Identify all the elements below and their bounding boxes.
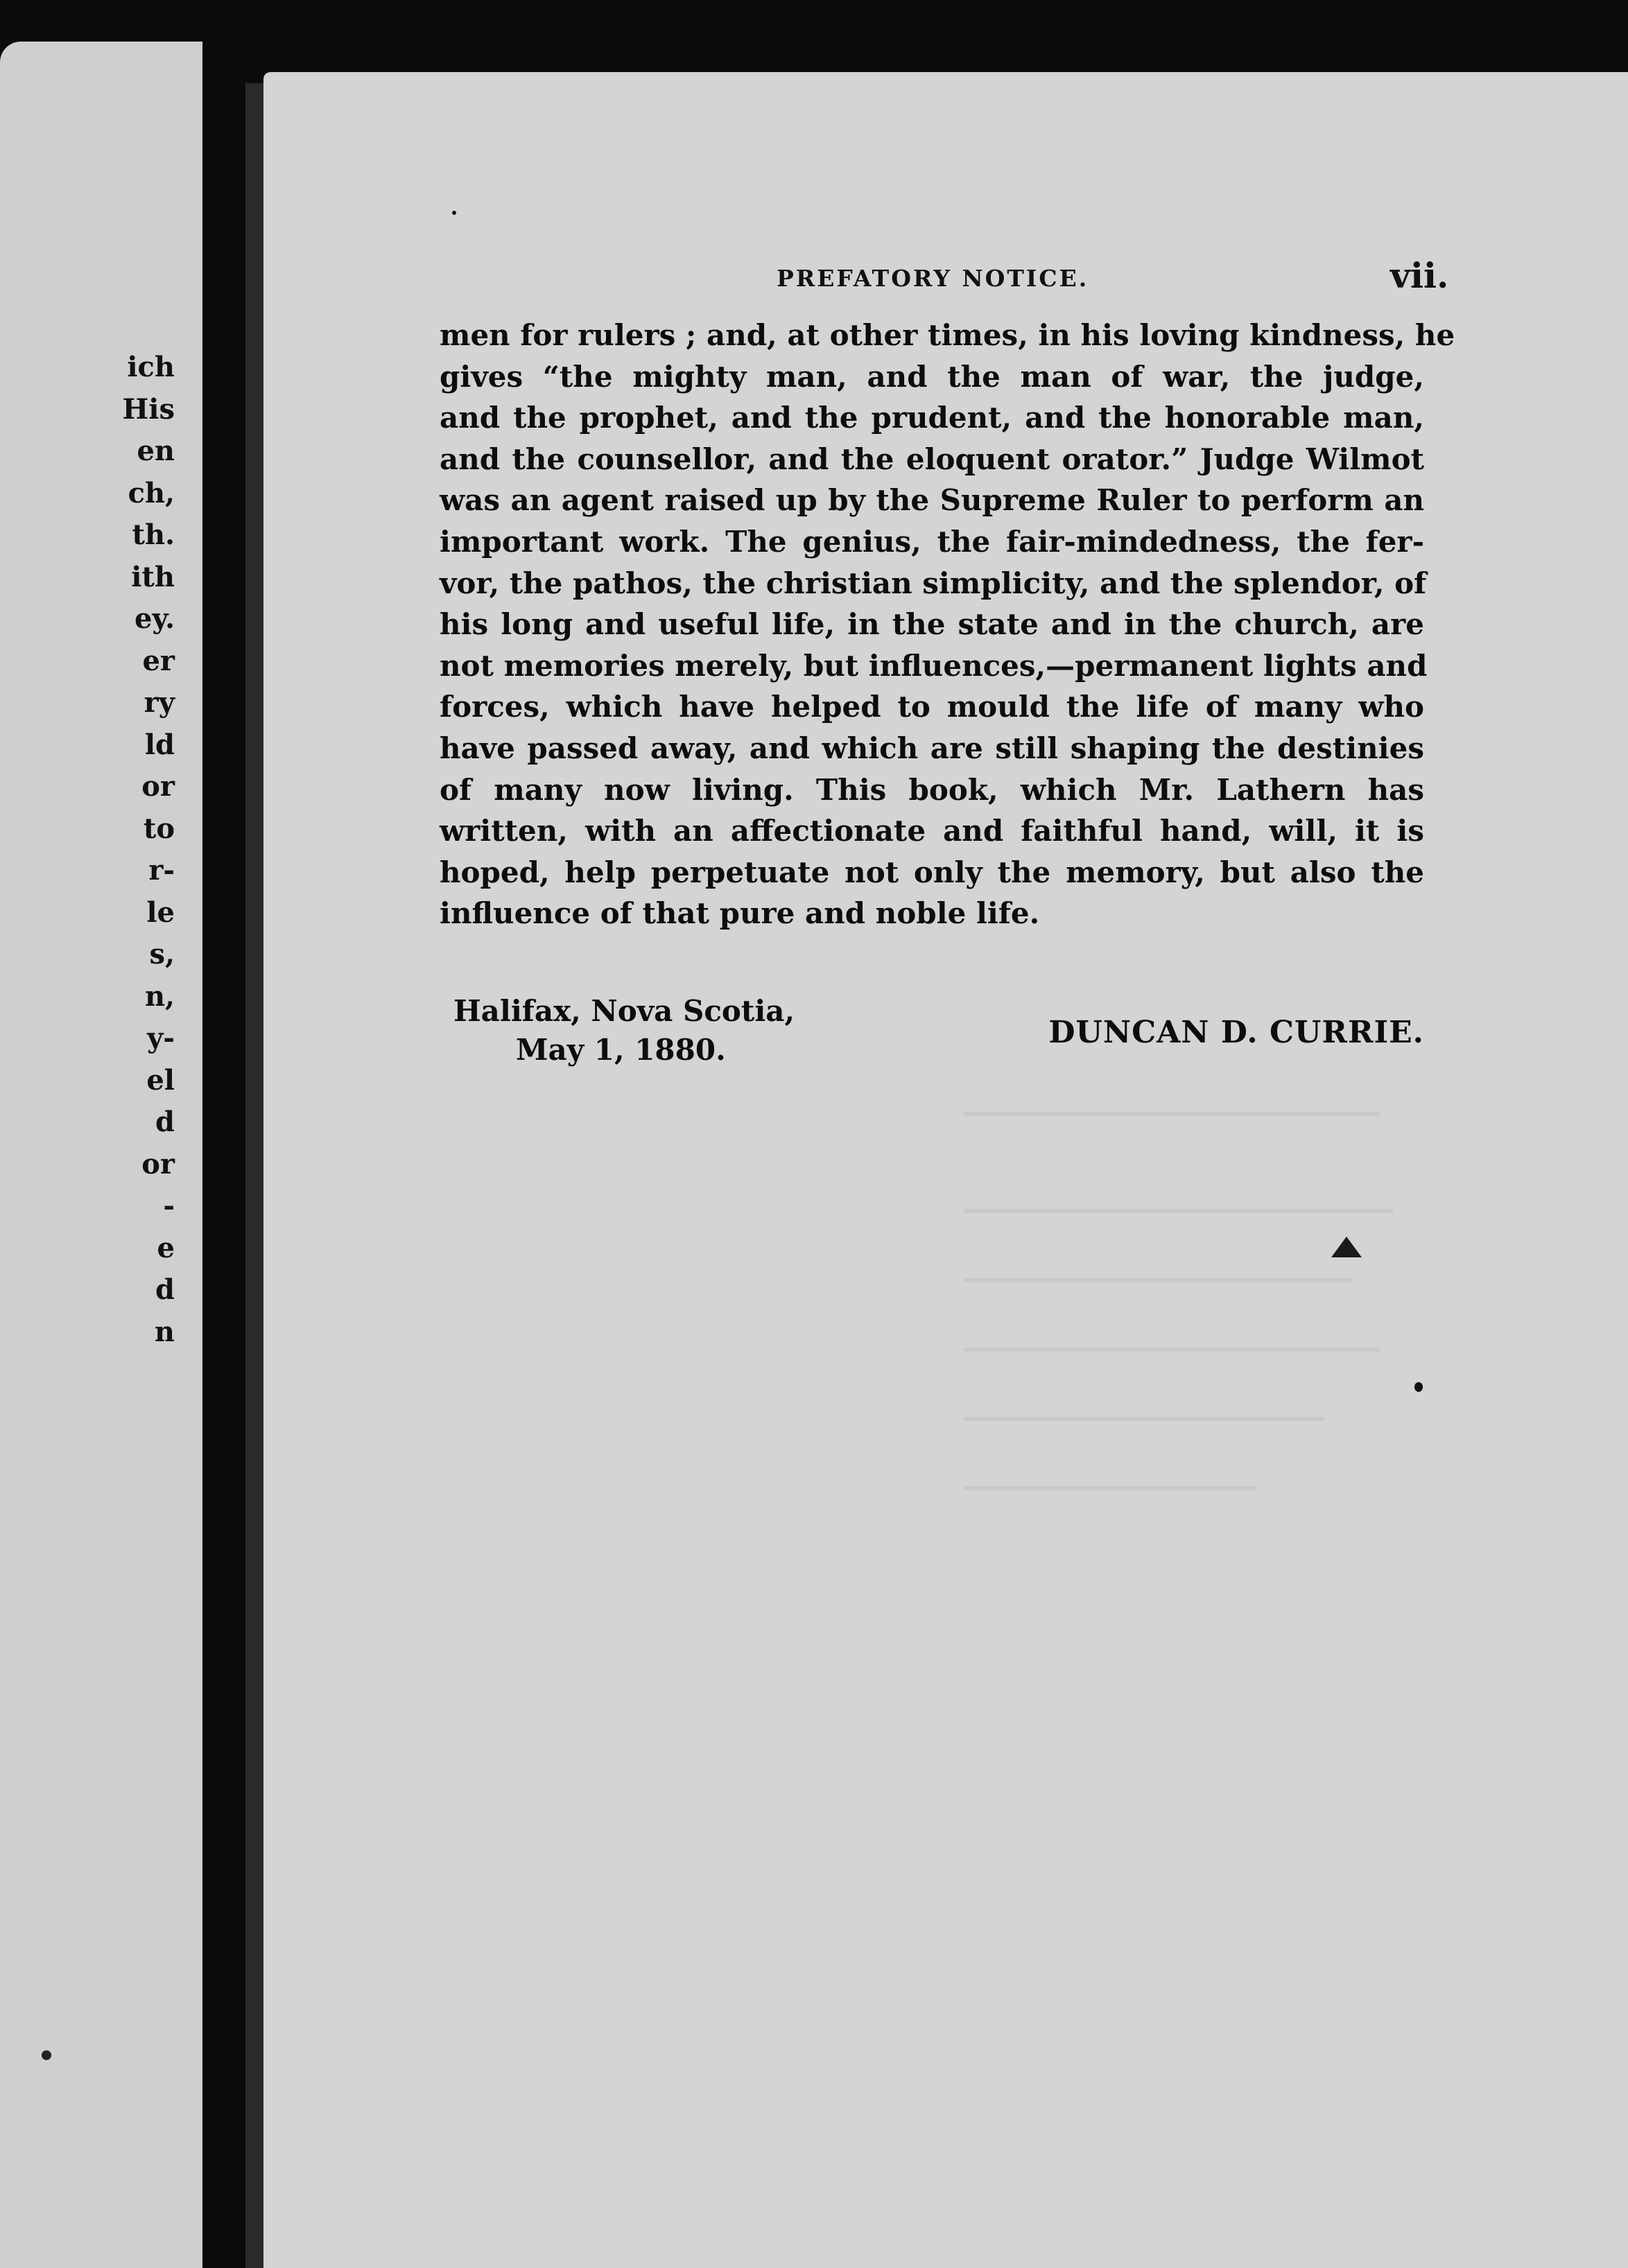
- text-line: influence of that pure and noble life.: [440, 896, 1040, 931]
- ink-speck: [1414, 1382, 1423, 1392]
- text-fragment: or: [141, 1147, 175, 1180]
- text-fragment: ich: [127, 351, 175, 383]
- page-corner-mark: [1331, 1237, 1362, 1257]
- running-head-title: PREFATORY NOTICE.: [777, 265, 1089, 292]
- signature-block: [440, 994, 1424, 1084]
- text-line: hoped, help perpetuate not only the memory, but also the: [440, 855, 1424, 889]
- body-paragraph: [440, 315, 1455, 934]
- signature-place: Halifax, Nova Scotia,: [453, 994, 795, 1028]
- text-fragment: d: [155, 1106, 175, 1138]
- show-through: [964, 1278, 1352, 1282]
- text-fragment: e: [157, 1231, 175, 1264]
- text-line: forces, which have helped to mould the life of many who: [440, 690, 1424, 724]
- text-fragment: le: [146, 896, 175, 929]
- ink-speck: [42, 2050, 51, 2060]
- page-edge: [245, 83, 263, 2268]
- text-fragment: ith: [131, 560, 175, 593]
- text-fragment: ch,: [128, 476, 175, 509]
- text-fragment: er: [142, 644, 175, 677]
- text-line: vor, the pathos, the christian simplicity, and the splendor, of: [440, 566, 1427, 600]
- text-line: men for rulers ; and, at other times, in his loving kindness, he: [440, 318, 1455, 352]
- text-line: and the prophet, and the prudent, and the honorable man,: [440, 401, 1424, 435]
- text-line: his long and useful life, in the state and in the church, are: [440, 607, 1424, 642]
- text-fragment: ey.: [134, 602, 175, 635]
- text-fragment: ry: [144, 686, 175, 719]
- text-line: have passed away, and which are still shaping the destinies: [440, 731, 1424, 765]
- previous-page-text: [0, 347, 202, 1353]
- signature-date: May 1, 1880.: [516, 1033, 726, 1067]
- text-line: and the counsellor, and the eloquent orator.” Judge Wilmot: [440, 442, 1424, 476]
- text-line: not memories merely, but influences,—permanent lights and: [440, 648, 1428, 683]
- text-fragment: to: [143, 812, 175, 845]
- text-fragment: s,: [149, 938, 175, 970]
- text-fragment: n,: [144, 979, 175, 1013]
- text-fragment: n: [154, 1315, 175, 1348]
- text-fragment: r-: [148, 854, 175, 887]
- text-fragment: or: [141, 770, 175, 803]
- text-fragment: -: [163, 1189, 175, 1222]
- show-through: [964, 1209, 1394, 1213]
- text-fragment: el: [146, 1063, 175, 1097]
- running-head: [263, 255, 1628, 306]
- text-line: of many now living. This book, which Mr. Lathern has: [440, 772, 1424, 807]
- text-fragment: ld: [144, 728, 175, 761]
- text-fragment: His: [122, 392, 175, 426]
- show-through: [964, 1417, 1324, 1421]
- text-line: important work. The genius, the fair-mindedness, the fer-: [440, 524, 1424, 559]
- text-fragment: th.: [132, 518, 175, 551]
- signature-author: DUNCAN D. CURRIE.: [1048, 1015, 1424, 1050]
- current-page: [263, 72, 1628, 2268]
- ink-speck: [452, 211, 456, 215]
- text-fragment: d: [155, 1273, 175, 1306]
- show-through: [964, 1486, 1255, 1490]
- text-fragment: y-: [147, 1022, 175, 1054]
- page-number: vii.: [1390, 255, 1449, 296]
- show-through: [964, 1347, 1380, 1352]
- text-line: written, with an affectionate and faithful hand, will, it is: [440, 814, 1424, 848]
- text-fragment: en: [137, 435, 175, 467]
- text-line: was an agent raised up by the Supreme Ruler to perform an: [440, 483, 1424, 518]
- text-line: gives “the mighty man, and the man of war, the judge,: [440, 359, 1424, 394]
- show-through: [964, 1112, 1380, 1116]
- previous-page: [0, 42, 202, 2268]
